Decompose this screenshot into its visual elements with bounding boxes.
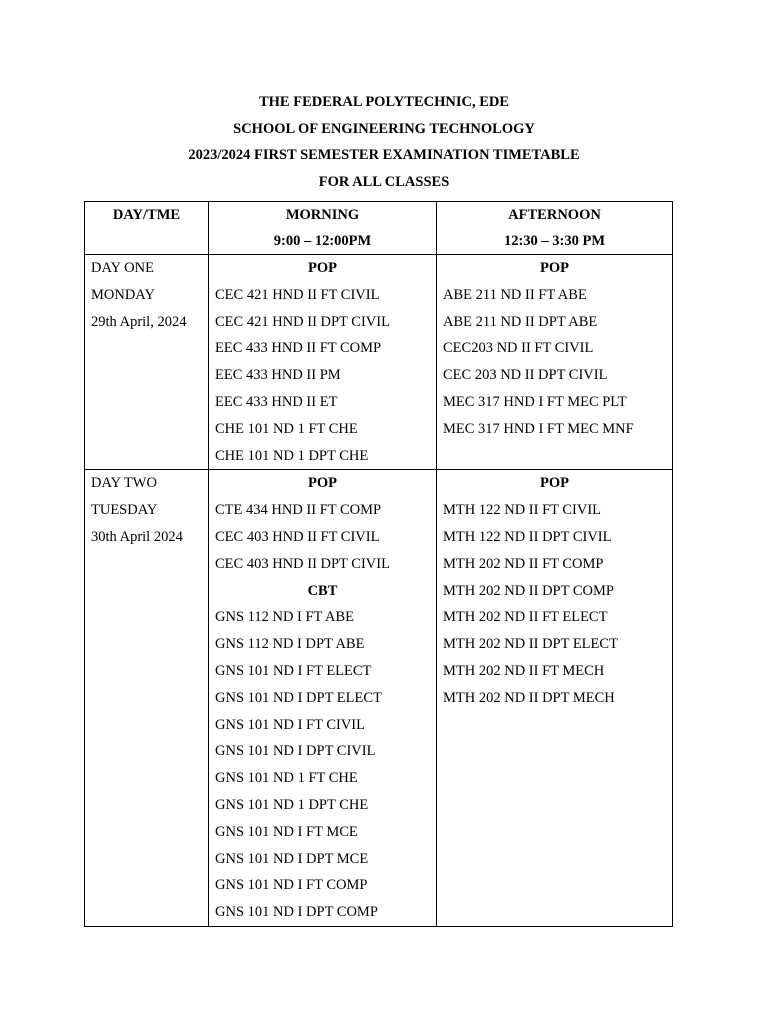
exam-mode-label: POP xyxy=(540,260,569,276)
course-entry: CHE 101 ND 1 DPT CHE xyxy=(215,447,369,464)
course-entry: GNS 101 ND I FT ELECT xyxy=(215,662,372,679)
course-entry: CHE 101 ND 1 FT CHE xyxy=(215,420,358,437)
course-entry: GNS 101 ND I DPT CIVIL xyxy=(215,743,376,760)
course-entry: MEC 317 HND I FT MEC PLT xyxy=(443,393,627,410)
table-header-row xyxy=(85,202,673,255)
document-heading xyxy=(0,89,768,195)
day-line: MONDAY xyxy=(91,286,155,303)
course-entry: GNS 101 ND I DPT MCE xyxy=(215,850,369,867)
course-entry: GNS 101 ND I FT MCE xyxy=(215,823,358,840)
afternoon-cell xyxy=(437,255,673,470)
course-entry: MTH 202 ND II FT MECH xyxy=(443,662,605,679)
day-line: 29th April, 2024 xyxy=(91,313,187,330)
morning-time: 9:00 – 12:00PM xyxy=(273,233,372,249)
course-entry: EEC 433 HND II FT COMP xyxy=(215,340,382,357)
afternoon-column-header: AFTERNOON 12:30 – 3:30 PM xyxy=(437,202,673,255)
day-column-header: DAY/TME xyxy=(85,202,209,255)
morning-cell xyxy=(209,255,437,470)
course-entry: ABE 211 ND II DPT ABE xyxy=(443,313,598,330)
course-entry: GNS 101 ND I DPT ELECT xyxy=(215,689,382,706)
day-line: 30th April 2024 xyxy=(91,528,183,545)
afternoon-cell xyxy=(437,470,673,927)
course-entry: CEC 403 HND II DPT CIVIL xyxy=(215,555,390,572)
day-cell xyxy=(85,470,209,927)
course-entry: GNS 101 ND I FT COMP xyxy=(215,877,368,894)
course-entry: GNS 101 ND 1 FT CHE xyxy=(215,770,358,787)
course-entry: MEC 317 HND I FT MEC MNF xyxy=(443,420,634,437)
course-entry: CEC 203 ND II DPT CIVIL xyxy=(443,367,608,384)
course-entry: CEC 403 HND II FT CIVIL xyxy=(215,528,380,545)
timetable-body xyxy=(85,255,673,927)
exam-mode-label: POP xyxy=(308,260,337,276)
course-entry: EEC 433 HND II ET xyxy=(215,393,338,410)
course-entry: EEC 433 HND II PM xyxy=(215,367,341,384)
exam-mode-label: POP xyxy=(308,475,337,492)
course-entry: MTH 122 ND II DPT CIVIL xyxy=(443,528,612,545)
day-cell xyxy=(85,255,209,470)
course-entry: GNS 112 ND I FT ABE xyxy=(215,609,354,626)
course-entry: CEC203 ND II FT CIVIL xyxy=(443,340,594,357)
morning-cell xyxy=(209,470,437,927)
exam-mode-label: POP xyxy=(540,475,569,492)
course-entry: MTH 202 ND II FT COMP xyxy=(443,555,604,572)
course-entry: GNS 101 ND 1 DPT CHE xyxy=(215,796,369,813)
afternoon-time: 12:30 – 3:30 PM xyxy=(503,233,606,249)
course-entry: CEC 421 HND II DPT CIVIL xyxy=(215,313,390,330)
course-entry: GNS 101 ND I DPT COMP xyxy=(215,904,378,921)
day-line: TUESDAY xyxy=(91,502,158,519)
audience-title: FOR ALL CLASSES xyxy=(318,173,450,190)
day-line: DAY ONE xyxy=(91,260,154,276)
course-entry: CEC 421 HND II FT CIVIL xyxy=(215,286,380,303)
morning-column-header: MORNING 9:00 – 12:00PM xyxy=(209,202,437,255)
table-row xyxy=(85,470,673,927)
course-entry: MTH 202 ND II DPT MECH xyxy=(443,689,615,706)
day-line: DAY TWO xyxy=(91,475,157,492)
course-entry: MTH 202 ND II DPT ELECT xyxy=(443,636,618,653)
exam-timetable xyxy=(84,201,673,927)
exam-mode-label: CBT xyxy=(307,582,338,599)
table-row xyxy=(85,255,673,470)
timetable-title: 2023/2024 FIRST SEMESTER EXAMINATION TIMETABLE xyxy=(188,147,580,164)
course-entry: GNS 112 ND I DPT ABE xyxy=(215,636,365,653)
institution-title: THE FEDERAL POLYTECHNIC, EDE xyxy=(258,94,510,110)
course-entry: MTH 122 ND II FT CIVIL xyxy=(443,502,602,519)
course-entry: GNS 101 ND I FT CIVIL xyxy=(215,716,365,733)
course-entry: MTH 202 ND II DPT COMP xyxy=(443,582,614,599)
course-entry: CTE 434 HND II FT COMP xyxy=(215,502,382,519)
course-entry: ABE 211 ND II FT ABE xyxy=(443,286,587,303)
course-entry: MTH 202 ND II FT ELECT xyxy=(443,609,608,626)
school-title: SCHOOL OF ENGINEERING TECHNOLOGY xyxy=(233,120,535,137)
